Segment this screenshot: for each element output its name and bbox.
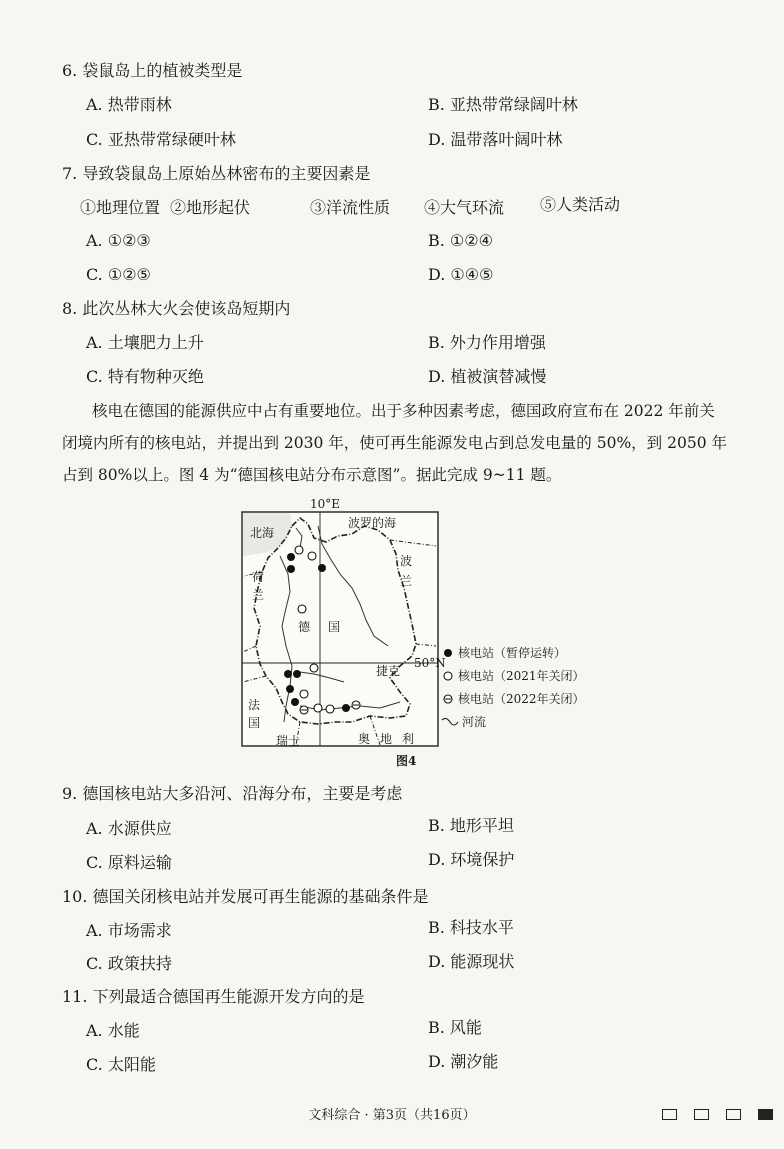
label-france-2: 国 xyxy=(248,716,261,730)
plant-suspended-3 xyxy=(318,564,326,572)
label-poland-2: 兰 xyxy=(400,574,413,588)
label-north-sea: 北海 xyxy=(250,526,275,540)
label-czech: 捷克 xyxy=(376,664,401,678)
plant-2021-5 xyxy=(300,690,308,698)
footer-square-4 xyxy=(758,1109,773,1120)
plant-suspended-6 xyxy=(286,685,294,693)
question-9-stem: 9. 德国核电站大多沿河、沿海分布，主要是考虑 xyxy=(62,784,403,803)
label-netherlands-2: 兰 xyxy=(252,588,265,602)
legend-river xyxy=(442,718,458,725)
plant-2021-7 xyxy=(326,705,334,713)
plant-suspended-7 xyxy=(291,698,299,706)
question-6-option-a: A. 热带雨林 xyxy=(86,95,172,114)
legend-hatched-dot xyxy=(444,695,452,703)
question-8-option-c: C. 特有物种灭绝 xyxy=(86,367,204,386)
legend-label-river: 河流 xyxy=(462,715,487,729)
plant-suspended-1 xyxy=(287,553,295,561)
question-6-option-d: D. 温带落叶阔叶林 xyxy=(428,130,563,149)
plant-2022-1 xyxy=(300,706,308,714)
question-11-option-a: A. 水能 xyxy=(86,1021,140,1040)
question-10-stem: 10. 德国关闭核电站并发展可再生能源的基础条件是 xyxy=(62,887,429,906)
passage-line-2: 闭境内所有的核电站，并提出到 2030 年，使可再生能源发电占到总发电量的 50%，到 2050 年 xyxy=(62,434,727,452)
footer-square-2 xyxy=(694,1109,709,1120)
passage-line-3: 占到 80%以上。图 4 为“德国核电站分布示意图”。据此完成 9~11 题。 xyxy=(62,466,562,484)
question-7-factor-5: ⑤人类活动 xyxy=(540,195,621,214)
question-11-option-d: D. 潮汐能 xyxy=(428,1052,499,1071)
plant-suspended-8 xyxy=(342,704,350,712)
question-10-option-a: A. 市场需求 xyxy=(86,921,172,940)
label-germany-1: 德 xyxy=(298,620,311,634)
question-9-option-c: C. 原料运输 xyxy=(86,853,172,872)
question-8-stem: 8. 此次丛林大火会使该岛短期内 xyxy=(62,299,291,318)
plant-2021-4 xyxy=(310,664,318,672)
map-drawing xyxy=(240,496,595,768)
legend-label-2022: 核电站（2022年关闭） xyxy=(458,692,585,706)
question-11-option-b: B. 风能 xyxy=(428,1018,482,1037)
plant-2022-2 xyxy=(352,701,360,709)
label-france-1: 法 xyxy=(248,698,261,712)
page-footer: 文科综合 · 第3页（共16页） xyxy=(308,1108,476,1123)
question-9-option-a: A. 水源供应 xyxy=(86,819,172,838)
label-austria-1: 奥 xyxy=(358,732,371,746)
longitude-label: 10°E xyxy=(310,497,341,511)
question-6-option-c: C. 亚热带常绿硬叶林 xyxy=(86,130,236,149)
question-11-stem: 11. 下列最适合德国再生能源开发方向的是 xyxy=(62,987,365,1006)
question-8-option-d: D. 植被演替减慢 xyxy=(428,367,547,386)
plant-suspended-4 xyxy=(284,670,292,678)
legend-label-2021: 核电站（2021年关闭） xyxy=(458,669,585,683)
plant-2021-3 xyxy=(298,605,306,613)
question-7-factor-2: ②地形起伏 xyxy=(170,198,251,217)
plant-suspended-5 xyxy=(293,670,301,678)
legend-label-suspended: 核电站（暂停运转） xyxy=(458,646,567,660)
question-7-stem: 7. 导致袋鼠岛上原始丛林密布的主要因素是 xyxy=(62,164,371,183)
legend-open-dot xyxy=(444,672,452,680)
question-7-option-a: A. ①②③ xyxy=(86,231,151,250)
question-7-option-c: C. ①②⑤ xyxy=(86,265,151,284)
footer-square-3 xyxy=(726,1109,741,1120)
plant-2021-2 xyxy=(308,552,316,560)
passage-line-1: 核电在德国的能源供应中占有重要地位。出于多种因素考虑，德国政府宣布在 2022 年前关 xyxy=(92,402,715,420)
plant-2021-1 xyxy=(295,546,303,554)
label-baltic-sea: 波罗的海 xyxy=(348,516,397,530)
question-7-factor-1: ①地理位置 xyxy=(80,198,161,217)
germany-nuclear-map xyxy=(240,496,595,768)
question-7-option-b: B. ①②④ xyxy=(428,231,493,250)
question-6-stem: 6. 袋鼠岛上的植被类型是 xyxy=(62,61,243,80)
question-10-option-d: D. 能源现状 xyxy=(428,952,515,971)
question-10-option-c: C. 政策扶持 xyxy=(86,954,172,973)
label-austria-2: 地 xyxy=(380,732,393,746)
label-poland-1: 波 xyxy=(400,554,413,568)
question-7-factor-4: ④大气环流 xyxy=(424,198,505,217)
question-7-factor-3: ③洋流性质 xyxy=(310,198,391,217)
question-9-option-b: B. 地形平坦 xyxy=(428,816,514,835)
label-netherlands-1: 荷 xyxy=(252,570,265,584)
label-switzerland: 瑞士 xyxy=(276,734,301,748)
figure-caption: 图4 xyxy=(396,754,417,768)
question-9-option-d: D. 环境保护 xyxy=(428,850,515,869)
question-10-option-b: B. 科技水平 xyxy=(428,918,514,937)
label-austria-3: 利 xyxy=(402,732,415,746)
question-6-option-b: B. 亚热带常绿阔叶林 xyxy=(428,95,578,114)
plant-suspended-2 xyxy=(287,565,295,573)
question-8-option-a: A. 土壤肥力上升 xyxy=(86,333,204,352)
plant-2021-6 xyxy=(314,704,322,712)
question-7-option-d: D. ①④⑤ xyxy=(428,265,494,284)
label-germany-2: 国 xyxy=(328,620,341,634)
footer-square-1 xyxy=(662,1109,677,1120)
latitude-label: 50°N xyxy=(414,656,446,670)
question-8-option-b: B. 外力作用增强 xyxy=(428,333,546,352)
question-11-option-c: C. 太阳能 xyxy=(86,1055,156,1074)
